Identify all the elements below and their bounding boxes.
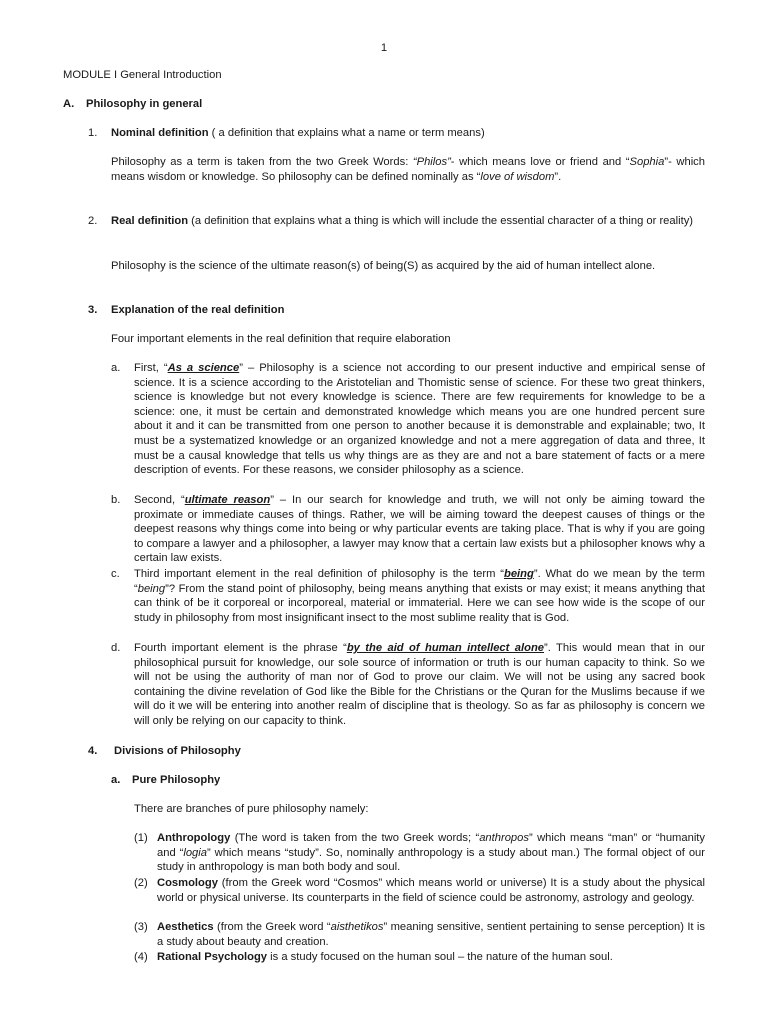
branch-1-number: (1) xyxy=(134,832,148,844)
sub-a-paragraph xyxy=(134,361,705,478)
item2-heading xyxy=(111,214,705,229)
item2-term: Real definition xyxy=(111,215,189,227)
logia-term: logia xyxy=(183,846,207,859)
item1-paragraph xyxy=(111,155,705,184)
item1-number: 1. xyxy=(88,127,98,139)
pure-label: a. xyxy=(111,774,121,786)
item4-number: 4. xyxy=(88,745,98,757)
branch-3-text-1: (from the Greek word “ xyxy=(213,921,331,933)
branch-2-text-1: (from the Greek word “Cosmos” which means world or universe) It is a study about the physical world or physical universe. Its counterparts in the field of science could be astronomy, astrology and geology. xyxy=(157,877,705,904)
sub-d-paragraph xyxy=(134,641,705,729)
sub-d-text-1: Fourth important element is the phrase “ xyxy=(134,642,347,654)
page-number: 1 xyxy=(380,42,388,54)
being-term: being xyxy=(504,568,534,580)
being-term-2: being xyxy=(137,582,166,595)
branch-1-text-1: (The word is taken from the two Greek words; “ xyxy=(230,832,480,844)
aisthetikos-term: aisthetikos xyxy=(330,921,384,933)
branch-2-paragraph xyxy=(157,876,705,905)
anthropos-term: anthropos xyxy=(479,832,529,844)
branch-1-text-3: ” which means “study”. So, nominally anthropology is a study about man.) The formal object of our study in anthropology is man both body and soul. xyxy=(157,846,705,874)
item2-number: 2. xyxy=(88,215,98,227)
sub-c-paragraph xyxy=(134,567,705,625)
branch-4-paragraph xyxy=(157,950,705,965)
section-a-label: A. xyxy=(63,98,75,110)
love-of-wisdom-term: love of wisdom xyxy=(480,170,555,183)
item1-text-1: Philosophy as a term is taken from the two Greek Words: xyxy=(111,156,413,168)
section-a-title: Philosophy in general xyxy=(86,98,203,110)
branch-2-number: (2) xyxy=(134,877,148,889)
anthropology-term: Anthropology xyxy=(157,832,231,844)
human-intellect-term: by the aid of human intellect alone xyxy=(346,642,545,654)
branch-3-number: (3) xyxy=(134,921,148,933)
module-title: MODULE I General Introduction xyxy=(63,69,222,81)
item1-text-4: ”. xyxy=(554,170,562,183)
branch-4-text-1: is a study focused on the human soul – the nature of the human soul. xyxy=(267,951,613,963)
rational-psychology-term: Rational Psychology xyxy=(157,951,268,963)
sub-d-label: d. xyxy=(111,642,121,654)
item1-term: Nominal definition xyxy=(111,127,209,139)
branch-4-number: (4) xyxy=(134,951,148,963)
item1-desc: ( a definition that explains what a name or term means) xyxy=(208,127,485,139)
item3-title: Explanation of the real definition xyxy=(111,304,285,316)
item3-intro: Four important elements in the real definition that require elaboration xyxy=(111,333,451,345)
sub-a-text-1: First, “ xyxy=(134,362,168,374)
sub-b-text-1: Second, “ xyxy=(134,494,185,506)
cosmology-term: Cosmology xyxy=(157,877,218,889)
item1-text-2: - which means love or friend and “ xyxy=(450,156,630,168)
item2-paragraph: Philosophy is the science of the ultimate reason(s) of being(S) as acquired by the aid of human intellect alone. xyxy=(111,260,656,272)
item3-number: 3. xyxy=(88,304,98,316)
item1-text-3: ”- which means wisdom or knowledge. So philosophy can be defined nominally as “ xyxy=(111,156,705,183)
sub-b-paragraph xyxy=(134,493,705,566)
sub-c-text-2: ”. What do we mean by the term “ xyxy=(134,568,705,595)
sub-d-text-2: ”. This would mean that in our philosophical pursuit for knowledge, our sole source of information or truth is our human capacity to think. So we will not be using the authority of man nor of God to prove our claim. We will not be using any sacred book containing the divine revelation of God like the Bible for the Christians or the Quran for the Muslims because if we will do it we will be entering into another realm of discipline that is theology. So as far as philosophy is concern we will only be relying on our capacity to think. xyxy=(134,642,706,727)
ultimate-reason-term: ultimate reason xyxy=(184,494,271,506)
branch-1-text-2: ” which means “man” or “humanity and “ xyxy=(157,832,706,859)
sub-a-text-2: ” – Philosophy is a science not according to our present inductive and empirical sense of science. It is a science according to the Aristotelian and Thomistic sense of science. For these two great thinkers, science is knowledge but not every knowledge is science. There are few requirements for knowledge to be a science: one, it must be certain and demonstrated knowledge which means you are one hundred percent sure about it and it can be transmitted from one person to another because it is demonstrable and explainable; two, It must be a systematized knowledge or an organized knowledge and not a mere aggregation of data and three, It must be a causal knowledge that tells us why things are as they are and not a bare statement of facts or a mere description of events. For these reasons, we consider philosophy as a science. xyxy=(134,362,705,477)
item4-title: Divisions of Philosophy xyxy=(114,745,241,757)
as-a-science-term: As a science xyxy=(167,362,240,374)
sub-c-text-1: Third important element in the real definition of philosophy is the term “ xyxy=(134,568,504,580)
philos-term: “Philos” xyxy=(412,156,451,168)
sophia-term: Sophia xyxy=(629,156,665,168)
item2-desc: (a definition that explains what a thing is which will include the essential character of a thing or reality) xyxy=(188,215,694,227)
pure-title: Pure Philosophy xyxy=(132,774,221,786)
sub-c-text-3: ”? From the stand point of philosophy, being means anything that exists or may exist; it means anything that can think of be it corporeal or incorporeal, material or immaterial. Here we can see how wide is the scope of our study in philosophy from most insignificant insect to the most sublime reality that is God. xyxy=(134,582,705,624)
sub-a-label: a. xyxy=(111,362,121,374)
sub-c-label: c. xyxy=(111,568,120,580)
branch-3-paragraph xyxy=(157,920,705,949)
sub-b-label: b. xyxy=(111,494,121,506)
aesthetics-term: Aesthetics xyxy=(157,921,214,933)
branch-3-text-2: ” meaning sensitive, sentient pertaining to sense perception) It is a study about beauty and creation. xyxy=(157,921,705,948)
item1-heading xyxy=(111,126,711,141)
sub-b-text-2: ” – In our search for knowledge and truth, we will not only be aiming toward the proximate or immediate causes of things. Rather, we will be aiming toward the deepest causes of things or the deepest reasons why things come into being or why particular events are taking place. That is why if you are going to compare a lawyer and a philosopher, a lawyer may know that a certain law exists but a philosopher knows why a certain law exists. xyxy=(134,494,705,565)
branch-1-paragraph xyxy=(157,831,705,875)
pure-intro: There are branches of pure philosophy namely: xyxy=(134,803,369,815)
